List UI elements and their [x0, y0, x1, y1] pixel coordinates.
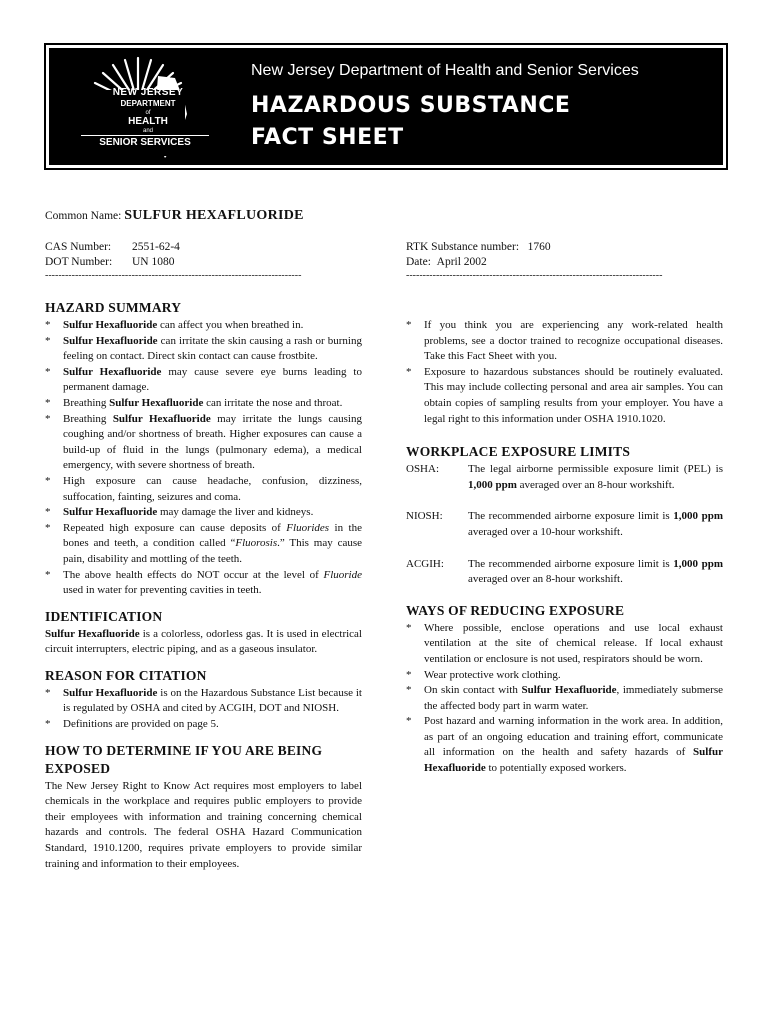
item-text: can irritate the skin causing a rash or burning feeling on contact. Direct skin contact can cause frostbite.: [63, 334, 362, 363]
howto-text: The New Jersey Right to Know Act requires most employers to label chemicals in the workplace and requires public employers to provide their employees with information and training concerning chemical hazards and controls. The federal OSHA Hazard Communication Standard, 1910.1200, requires private employers to provide similar training and information to their employees.: [45, 779, 362, 870]
substance-name: Sulfur Hexafluoride: [63, 334, 158, 347]
reason-section: [45, 667, 362, 733]
acgih-label: ACGIH:: [406, 557, 444, 570]
item-text: Breathing: [63, 396, 110, 409]
item-text: Where possible, enclose operations and use local exhaust ventilation at the site of chemical release. If local exhaust ventilation or enclosure is not used, respirators should be worn.: [424, 621, 723, 665]
niosh-desc: [468, 509, 723, 540]
bullet-icon: *: [406, 365, 412, 378]
bullet-icon: *: [45, 506, 51, 519]
item-text: may cause severe eye burns leading to permanent damage.: [63, 365, 362, 394]
hazard-summary-list-cont: [45, 521, 362, 599]
item-italic: Fluorosis: [235, 537, 278, 550]
identification-section: [45, 608, 362, 658]
hazard-summary-heading: HAZARD SUMMARY: [45, 300, 182, 315]
substance-name: Sulfur Hexafluoride: [63, 686, 158, 699]
item-text: may damage the liver and kidneys.: [157, 506, 314, 519]
ways-heading: WAYS OF REDUCING EXPOSURE: [406, 602, 625, 618]
substance-name: Sulfur Hexafluoride: [424, 746, 723, 775]
limit-text: averaged over an 8-hour workshift.: [516, 478, 675, 491]
date-label: Date:: [406, 256, 431, 268]
cas-value: 2551-62-4: [132, 241, 180, 253]
item-text: used in water for preventing cavities in teeth.: [63, 584, 262, 597]
item-text: is on the Hazardous Substance List because it is regulated by OSHA and cited by ACGIH, DOT and NIOSH.: [63, 686, 362, 715]
title-line-1: HAZARDOUS SUBSTANCE: [251, 93, 571, 118]
osha-limit: [406, 462, 723, 493]
item-text: High exposure can cause headache, confusion, dizziness, suffocation, fainting, seizures and coma.: [63, 474, 362, 503]
item-text: Post hazard and warning information in the work area. In addition, as part of an ongoing education and training effort, communicate all information on the health and safety hazards of: [424, 715, 723, 759]
rtk-label: RTK Substance number:: [406, 241, 520, 253]
item-text: can irritate the nose and throat.: [203, 396, 343, 409]
dot-label: DOT Number:: [45, 256, 113, 268]
dot-value: UN 1080: [132, 256, 175, 268]
list-item: [45, 365, 362, 396]
list-item: [45, 568, 362, 599]
bullet-icon: *: [45, 412, 51, 425]
cas-label: CAS Number:: [45, 241, 112, 253]
list-item: [406, 683, 723, 714]
limit-value: 1,000 ppm: [673, 557, 723, 570]
list-item: [45, 717, 362, 733]
ways-section: [406, 602, 723, 777]
bullet-icon: *: [406, 684, 412, 697]
item-text: On skin contact with: [424, 684, 522, 697]
list-item: [406, 621, 723, 668]
substance-name: Sulfur Hexafluoride: [45, 627, 140, 640]
bullet-icon: *: [406, 668, 412, 681]
divider-right: -----------------------------------------------------------------------------: [406, 270, 663, 281]
logo-line-department: DEPARTMENT: [120, 99, 176, 108]
limit-text: averaged over an 8-hour workshift.: [468, 573, 623, 586]
logo-line-new-jersey: NEW JERSEY: [112, 87, 184, 98]
bullet-icon: *: [45, 319, 51, 331]
bullet-icon: *: [45, 521, 51, 534]
howto-heading: HOW TO DETERMINE IF YOU ARE BEING EXPOSED: [45, 742, 323, 776]
substance-name: Sulfur Hexafluoride: [112, 412, 211, 425]
logo-line-and: and: [142, 128, 153, 134]
list-item: [45, 505, 362, 521]
logo-line-health: HEALTH: [128, 116, 168, 127]
page-title: [251, 90, 570, 154]
common-name-label: Common Name:: [45, 210, 122, 222]
bullet-icon: *: [45, 334, 51, 347]
list-item: [406, 318, 723, 365]
identification-text: [45, 627, 362, 658]
department-name: New Jersey Department of Health and Senior Services: [251, 62, 639, 79]
item-text: Exposure to hazardous substances should be routinely evaluated. This may include collecting personal and area air samples. You can obtain copies of sampling results from your employer. You have a legal right to this information under OSHA 1910.1020.: [424, 365, 723, 425]
cas-dot-block: [45, 240, 180, 270]
logo-line-of: of: [145, 110, 151, 116]
limit-text: The legal airborne permissible exposure limit (PEL) is: [468, 463, 723, 476]
logo-line-senior-services: SENIOR SERVICES: [81, 135, 209, 148]
item-text: , immediately submerse the affected body part in warm water.: [424, 684, 723, 712]
limit-text: The recommended airborne exposure limit is: [468, 510, 674, 523]
item-italic: Fluorides: [286, 521, 330, 534]
bullet-icon: *: [45, 474, 51, 487]
list-item: [406, 714, 723, 776]
substance-name: Sulfur Hexafluoride: [63, 319, 158, 331]
divider-left: -----------------------------------------------------------------------------: [45, 270, 302, 281]
item-text: Repeated high exposure can cause deposits of: [63, 521, 287, 534]
list-item: [45, 412, 362, 474]
bullet-icon: *: [406, 319, 412, 331]
common-name-row: [45, 208, 304, 224]
item-text: .” This may cause pain, disability and mottling of the teeth.: [63, 537, 363, 565]
osha-desc: [468, 462, 723, 493]
limits-heading: WORKPLACE EXPOSURE LIMITS: [406, 444, 631, 460]
limits-section: [406, 443, 723, 588]
item-text: The above health effects do NOT occur at the level of: [63, 568, 324, 581]
list-item: [406, 668, 723, 684]
niosh-limit: [406, 509, 723, 540]
identification-body: is a colorless, odorless gas. It is used in electrical circuit interrupters, electric piping, and as a gaseous insulator.: [45, 627, 362, 656]
acgih-limit: [406, 557, 723, 588]
bullet-icon: *: [45, 718, 51, 731]
acgih-desc: [468, 557, 723, 588]
list-item: [406, 365, 723, 427]
title-line-2: FACT SHEET: [251, 125, 404, 150]
item-text: If you think you are experiencing any work-related health problems, see a doctor trained to recognize occupational diseases. Take this Fact Sheet with you.: [424, 319, 723, 363]
limit-value: 1,000 ppm: [468, 478, 517, 491]
substance-name: Sulfur Hexafluoride: [63, 506, 158, 519]
bullet-icon: *: [45, 568, 51, 581]
bullet-icon: *: [45, 686, 51, 699]
item-text: Wear protective work clothing.: [424, 668, 561, 681]
ways-list: [406, 621, 723, 777]
banner-background: [49, 48, 723, 165]
substance-name: Sulfur Hexafluoride: [63, 365, 162, 378]
reason-list: [45, 686, 362, 733]
limit-text: The recommended airborne exposure limit is: [468, 557, 674, 570]
rtk-date-block: [406, 240, 551, 270]
bullet-icon: *: [45, 396, 51, 409]
common-name-value: SULFUR HEXAFLUORIDE: [124, 208, 304, 223]
item-italic: Fluoride: [323, 568, 362, 581]
hazard-summary-list: [45, 318, 362, 521]
substance-name: Sulfur Hexafluoride: [521, 684, 617, 697]
osha-label: OSHA:: [406, 463, 440, 476]
list-item: [45, 396, 362, 412]
substance-name: Sulfur Hexafluoride: [109, 396, 204, 409]
item-text: can affect you when breathed in.: [157, 319, 304, 331]
item-text: may irritate the lungs causing coughing and/or shortness of breath. Higher exposures can cause a build-up of fluid in the lungs (pulmonary edema), a medical emergency, with severe shortness of breath.: [63, 412, 362, 472]
reason-heading: REASON FOR CITATION: [45, 667, 207, 683]
item-text: Definitions are provided on page 5.: [63, 718, 219, 731]
limit-value: 1,000 ppm: [673, 510, 723, 523]
list-item: [45, 686, 362, 717]
niosh-label: NIOSH:: [406, 510, 443, 523]
date-value: April 2002: [436, 256, 487, 268]
right-column: [406, 318, 723, 777]
item-text: Breathing: [63, 412, 113, 425]
list-item: [45, 474, 362, 505]
limit-text: averaged over a 10-hour workshift.: [468, 525, 623, 538]
item-text: in the bones and teeth, a condition called “: [63, 521, 362, 550]
howto-section: [45, 742, 362, 873]
list-item: [45, 334, 362, 365]
list-item: [45, 318, 362, 334]
header-banner: [44, 43, 728, 170]
bullet-icon: *: [406, 715, 412, 728]
left-column: [45, 299, 362, 872]
identification-heading: IDENTIFICATION: [45, 608, 163, 624]
logo-wordmark: [73, 88, 223, 148]
bullet-icon: *: [45, 365, 51, 378]
intro-list: [406, 318, 723, 427]
list-item: [45, 521, 362, 568]
rtk-value: 1760: [527, 241, 551, 253]
item-text: to potentially exposed workers.: [485, 762, 627, 775]
bullet-icon: *: [406, 621, 412, 634]
